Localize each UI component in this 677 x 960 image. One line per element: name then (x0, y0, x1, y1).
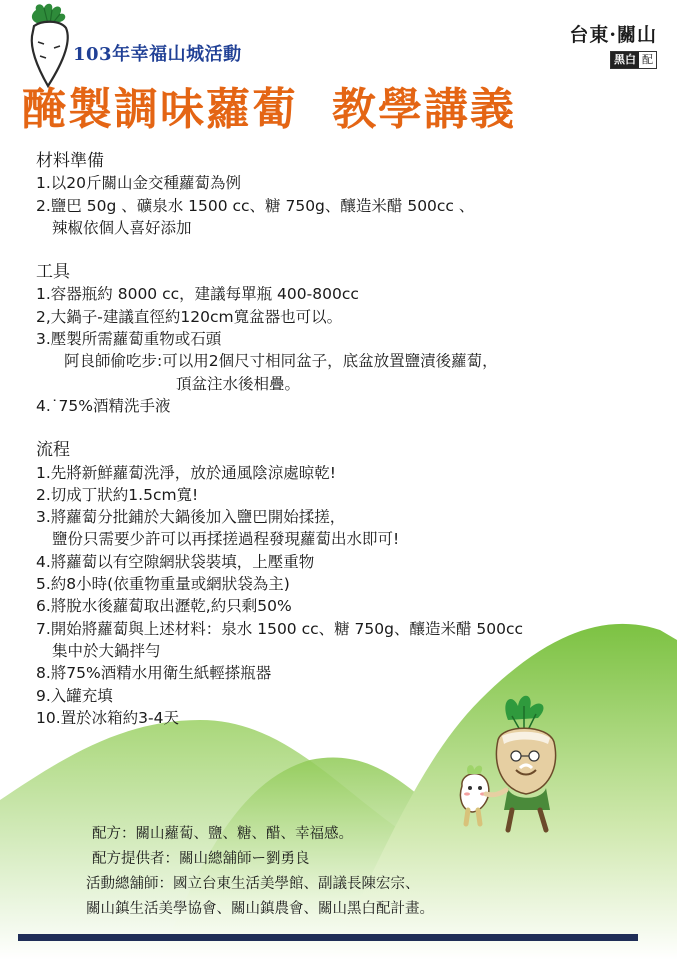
materials-heading: 材料準備 (36, 151, 104, 171)
process-step: 集中於大鍋拌勻 (52, 641, 161, 660)
credits-recipe: 配方：關山蘿蔔、鹽、糖、醋、幸福感。 (92, 826, 353, 842)
process-step: 9.入罐充填 (36, 686, 113, 705)
process-step: 10.置於冰箱約3-4天 (36, 708, 179, 727)
credits-block (86, 822, 434, 922)
process-step: 5.約8小時(依重物重量或網狀袋為主) (36, 575, 290, 594)
process-step: 6.將脫水後蘿蔔取出瀝乾,約只剩50% (36, 597, 292, 616)
main-title (22, 80, 516, 140)
tools-heading: 工具 (36, 262, 70, 283)
credits-organizations: 關山鎮生活美學協會、關山鎮農會、關山黑白配計畫。 (86, 901, 434, 917)
credits-chef: 活動總舖師：國立台東生活美學館、副議長陳宏宗、 (86, 876, 420, 892)
tools-line: 4.˙75%酒精洗手液 (36, 396, 171, 415)
process-step: 1.先將新鮮蘿蔔洗淨，放於通風陰涼處晾乾! (36, 463, 337, 482)
process-heading: 流程 (36, 440, 70, 461)
materials-line: 1.以20斤關山金交種蘿蔔為例 (36, 174, 242, 193)
tools-tip-line: 阿良師偷吃步:可以用2個尺寸相同盆子，底盆放置鹽漬後蘿蔔， (64, 352, 498, 371)
handout-content (36, 150, 636, 729)
main-title-part2: 教學講義 (332, 84, 516, 135)
process-step: 2.切成丁狀約1.5cm寬! (36, 485, 199, 504)
process-step: 3.將蘿蔔分批鋪於大鍋後加入鹽巴開始揉搓， (36, 508, 346, 527)
process-step: 4.將蘿蔔以有空隙網狀袋裝填，上壓重物 (36, 552, 315, 571)
materials-line: 辣椒依個人喜好添加 (52, 218, 192, 237)
process-step: 8.將75%酒精水用衛生紙輕搽瓶器 (36, 664, 272, 683)
main-title-part1: 醃製調味蘿蔔 (22, 84, 298, 135)
credits-provider: 配方提供者：關山總舖師ー劉勇良 (92, 851, 310, 867)
bottom-divider-bar (18, 934, 638, 941)
event-title: 103年幸福山城活動 (73, 44, 242, 65)
brand-tag (610, 51, 657, 69)
tools-line: 1.容器瓶約 8000 cc，建議每單瓶 400-800cc (36, 285, 359, 304)
tools-line: 3.壓製所需蘿蔔重物或石頭 (36, 330, 222, 349)
process-step: 7.開始將蘿蔔與上述材料：泉水 1500 cc、糖 750g、釀造米醋 500cc (36, 619, 524, 638)
tools-line: 2,大鍋子-建議直徑約120cm寬盆器也可以。 (36, 307, 343, 326)
brand-block (569, 20, 657, 69)
tools-tip-line: 頂盆注水後相疊。 (176, 374, 301, 393)
brand-tag-white: 配 (639, 52, 656, 68)
brand-tag-black: 黑白 (611, 52, 639, 68)
process-step: 鹽份只需要少許可以再揉搓過程發現蘿蔔出水即可! (52, 530, 400, 549)
turnip-mascot-icon (450, 690, 580, 840)
brand-name: 台東·關山 (569, 24, 657, 46)
materials-line: 2.鹽巴 50g 、礦泉水 1500 cc、糖 750g、釀造米醋 500cc 、 (36, 196, 475, 215)
